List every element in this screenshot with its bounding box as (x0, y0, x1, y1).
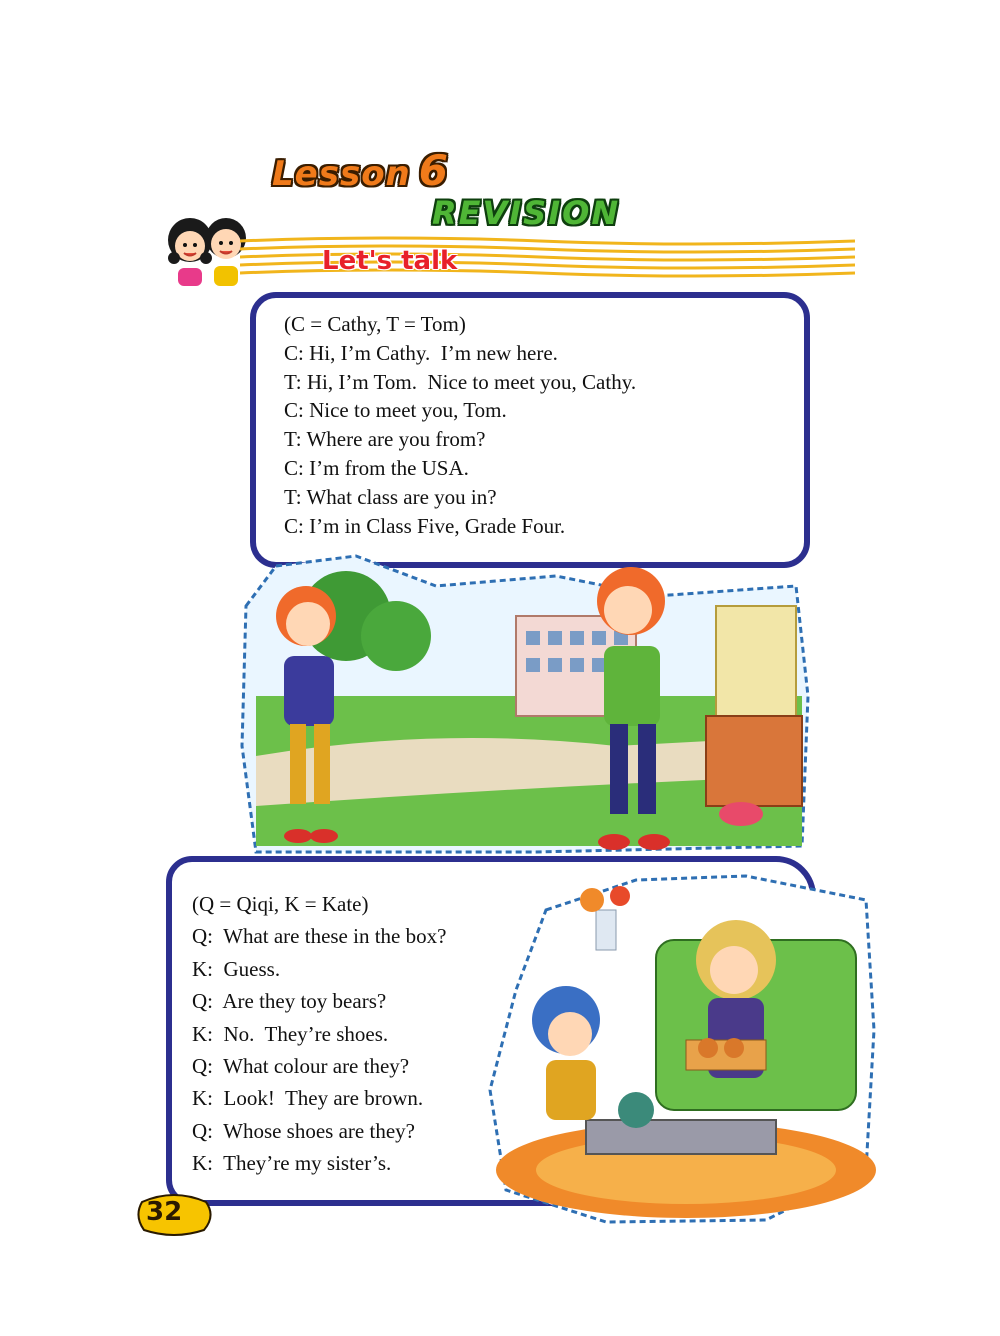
lesson-number: 6 (418, 146, 449, 195)
dialog-line: Q: Whose shoes are they? (192, 1118, 415, 1143)
dialog-line: Q: What are these in the box? (192, 924, 447, 949)
dialog-line: T: What class are you in? (284, 484, 497, 509)
page-number: 32 (146, 1197, 183, 1227)
kids-illustration (166, 212, 248, 288)
lesson-word: Lesson (272, 154, 411, 194)
dialog-line: T: Hi, I’m Tom. Nice to meet you, Cathy. (284, 369, 637, 394)
dialog-line: (C = Cathy, T = Tom) (284, 312, 466, 336)
dialog-line: K: No. They’re shoes. (192, 1021, 389, 1046)
dialog-line: C: I’m in Class Five, Grade Four. (284, 513, 566, 538)
dialog-line: K: They’re my sister’s. (192, 1151, 392, 1176)
lesson-title (272, 146, 449, 195)
dialog-line: Q: Are they toy bears? (192, 989, 387, 1014)
living-room-illustration (486, 870, 880, 1230)
section-title: Let's talk (322, 246, 458, 276)
dialog-box-cathy-tom (250, 292, 810, 568)
dialog-line: C: Nice to meet you, Tom. (284, 398, 507, 423)
dialog-line: C: Hi, I’m Cathy. I’m new here. (284, 340, 558, 365)
dialog-line: Q: What colour are they? (192, 1054, 410, 1079)
dialog-line: C: I’m from the USA. (284, 455, 469, 480)
dialog-line: K: Guess. (192, 956, 281, 981)
dialog-line: (Q = Qiqi, K = Kate) (192, 892, 369, 916)
dialog-line: T: Where are you from? (284, 427, 486, 452)
dialog-line: K: Look! They are brown. (192, 1086, 424, 1111)
school-scene-illustration (236, 546, 816, 856)
revision-title: REVISION (432, 194, 621, 232)
